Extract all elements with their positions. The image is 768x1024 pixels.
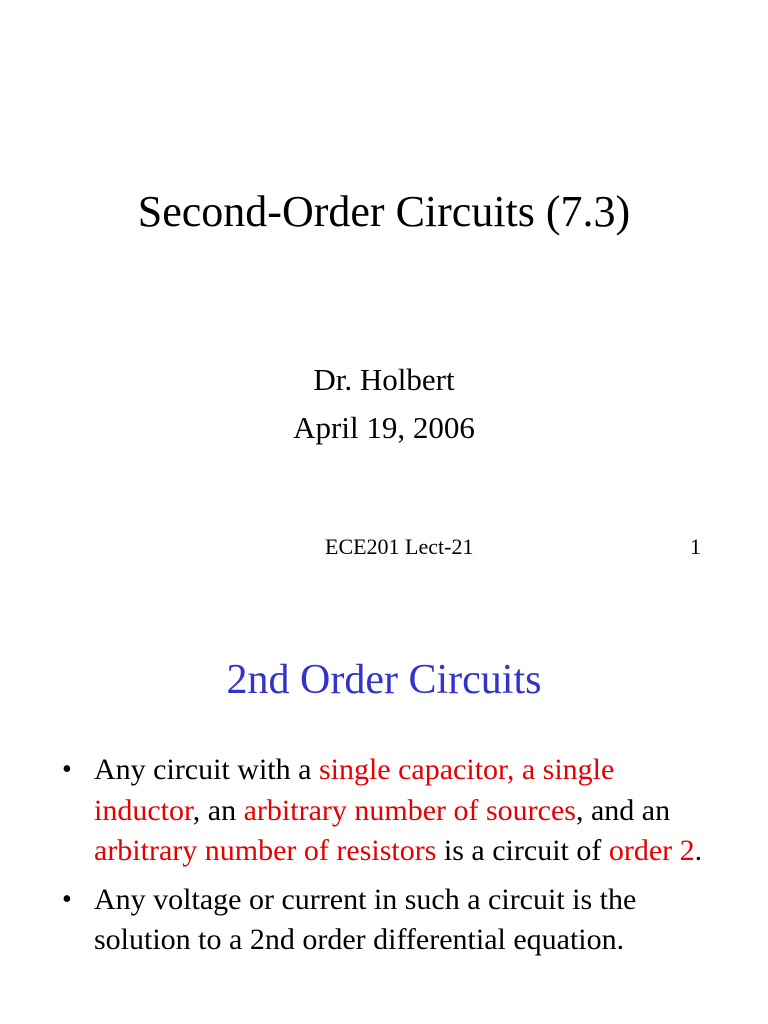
emphasis-text: arbitrary number of resistors [94, 834, 437, 867]
bullet-text: , an [192, 793, 244, 827]
content-slide [0, 600, 768, 1024]
bullet-item-differential-equation [60, 880, 710, 961]
bullet-text: . [694, 834, 703, 867]
emphasis-text: single capacitor, a single inductor [94, 753, 615, 827]
bullet-dot-icon: • [62, 754, 72, 785]
slide-title: Second-Order Circuits (7.3) [137, 187, 631, 236]
bullet-text: , and an [575, 793, 671, 827]
author-name: Dr. Holbert [313, 362, 455, 397]
bullet-text: is a circuit of [436, 834, 609, 867]
footer-course-label: ECE201 Lect-21 [325, 534, 474, 559]
bullet-dot-icon: • [62, 883, 72, 915]
bullet-text: Any circuit with a [94, 753, 319, 786]
lecture-date: April 19, 2006 [293, 410, 475, 445]
bullet-text: Any voltage or current in such a circuit is the solution to a 2nd order differential equation. [94, 882, 637, 956]
bullet-item-order-2 [60, 750, 710, 872]
emphasis-text: order 2 [608, 834, 695, 867]
slide-heading: 2nd Order Circuits [226, 657, 542, 703]
emphasis-text: arbitrary number of sources [243, 793, 576, 827]
page-number: 1 [690, 534, 701, 559]
bullet-list [60, 750, 710, 969]
